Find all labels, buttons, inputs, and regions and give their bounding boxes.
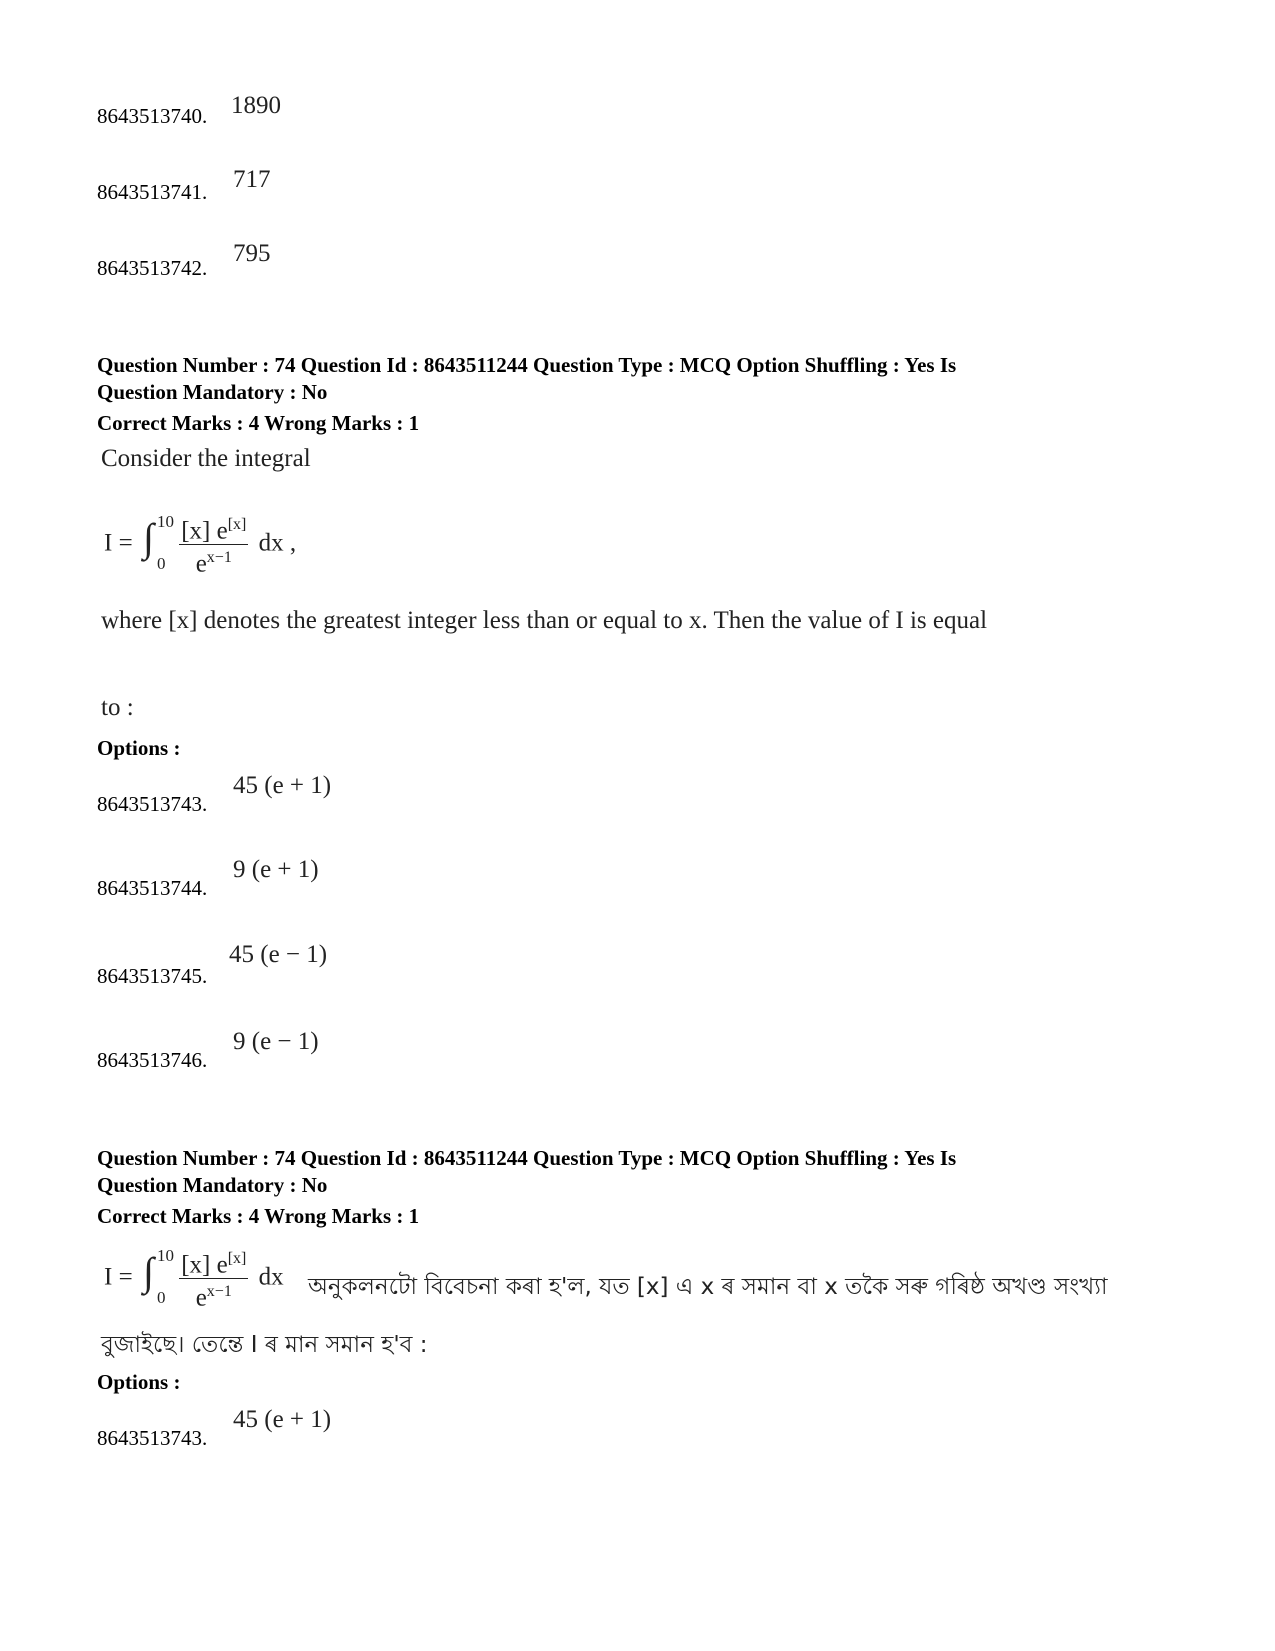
question-intro: Consider the integral [101,445,311,472]
integral-expression [104,1246,284,1312]
question-meta-line2: Question Mandatory : No [97,1173,328,1197]
question-meta [97,352,956,406]
integral-lower-limit: 0 [156,1287,166,1307]
question-meta [97,1145,956,1199]
integral-numerator-exponent: [x] [227,1250,247,1267]
option-value: 717 [233,166,271,193]
integral-fraction [179,512,248,578]
integral-upper-limit: 10 [156,511,174,531]
option-value: 45 (e + 1) [233,772,332,799]
options-label: Options : [97,1370,181,1394]
integral-lhs: I = [104,529,133,557]
integral-denominator: e [195,1284,207,1312]
integral-numerator: [x] e [181,1251,228,1279]
integral-comma: , [289,529,297,557]
question-text-line2: to : [101,694,134,721]
integral-dx: dx [258,1263,284,1291]
option-value: 1890 [231,92,281,119]
question-text-line2: বুজাইছে। তেন্তে I ৰ মান সমান হ'ব : [101,1332,428,1358]
options-label: Options : [97,736,181,760]
option-value: 45 (e − 1) [229,941,328,968]
question-meta-line1: Question Number : 74 Question Id : 8643511244 Question Type : MCQ Option Shuffling : Yes Is [97,353,957,377]
integral-denominator-exponent: x−1 [206,1283,232,1301]
integral-fraction [179,1246,248,1312]
option-id: 8643513742. [97,256,208,280]
option-value: 9 (e − 1) [233,1028,319,1055]
integral-numerator-exponent: [x] [227,516,247,533]
question-meta-line1: Question Number : 74 Question Id : 8643511244 Question Type : MCQ Option Shuffling : Yes Is [97,1146,957,1170]
integral-sign: ∫ 10 0 [142,511,174,573]
option-id: 8643513744. [97,876,208,900]
integral-sign: ∫ 10 0 [142,1245,174,1307]
integral-numerator: [x] e [181,517,228,545]
question-text-line1: অনুকলনটো বিবেচনা কৰা হ'ল, যত [x] এ x ৰ সমান বা x তকৈ সৰু গৰিষ্ঠ অখণ্ড সংখ্যা [308,1274,1108,1300]
option-id: 8643513743. [97,1426,208,1450]
question-text-line1: where [x] denotes the greatest integer less than or equal to x. Then the value of I is equal [101,607,988,634]
option-id: 8643513741. [97,180,208,204]
question-marks: Correct Marks : 4 Wrong Marks : 1 [97,1204,420,1228]
option-id: 8643513743. [97,792,208,816]
question-meta-line2: Question Mandatory : No [97,380,328,404]
integral-dx: dx [258,529,284,557]
option-value: 45 (e + 1) [233,1406,332,1433]
option-value: 795 [233,240,271,267]
integral-lhs: I = [104,1263,133,1291]
option-value: 9 (e + 1) [233,856,319,883]
option-id: 8643513740. [97,104,208,128]
integral-denominator: e [195,550,207,578]
question-marks: Correct Marks : 4 Wrong Marks : 1 [97,411,420,435]
integral-expression [104,512,296,578]
option-id: 8643513745. [97,964,208,988]
integral-denominator-exponent: x−1 [206,549,232,567]
integral-upper-limit: 10 [156,1245,174,1265]
integral-lower-limit: 0 [156,553,166,573]
option-id: 8643513746. [97,1048,208,1072]
